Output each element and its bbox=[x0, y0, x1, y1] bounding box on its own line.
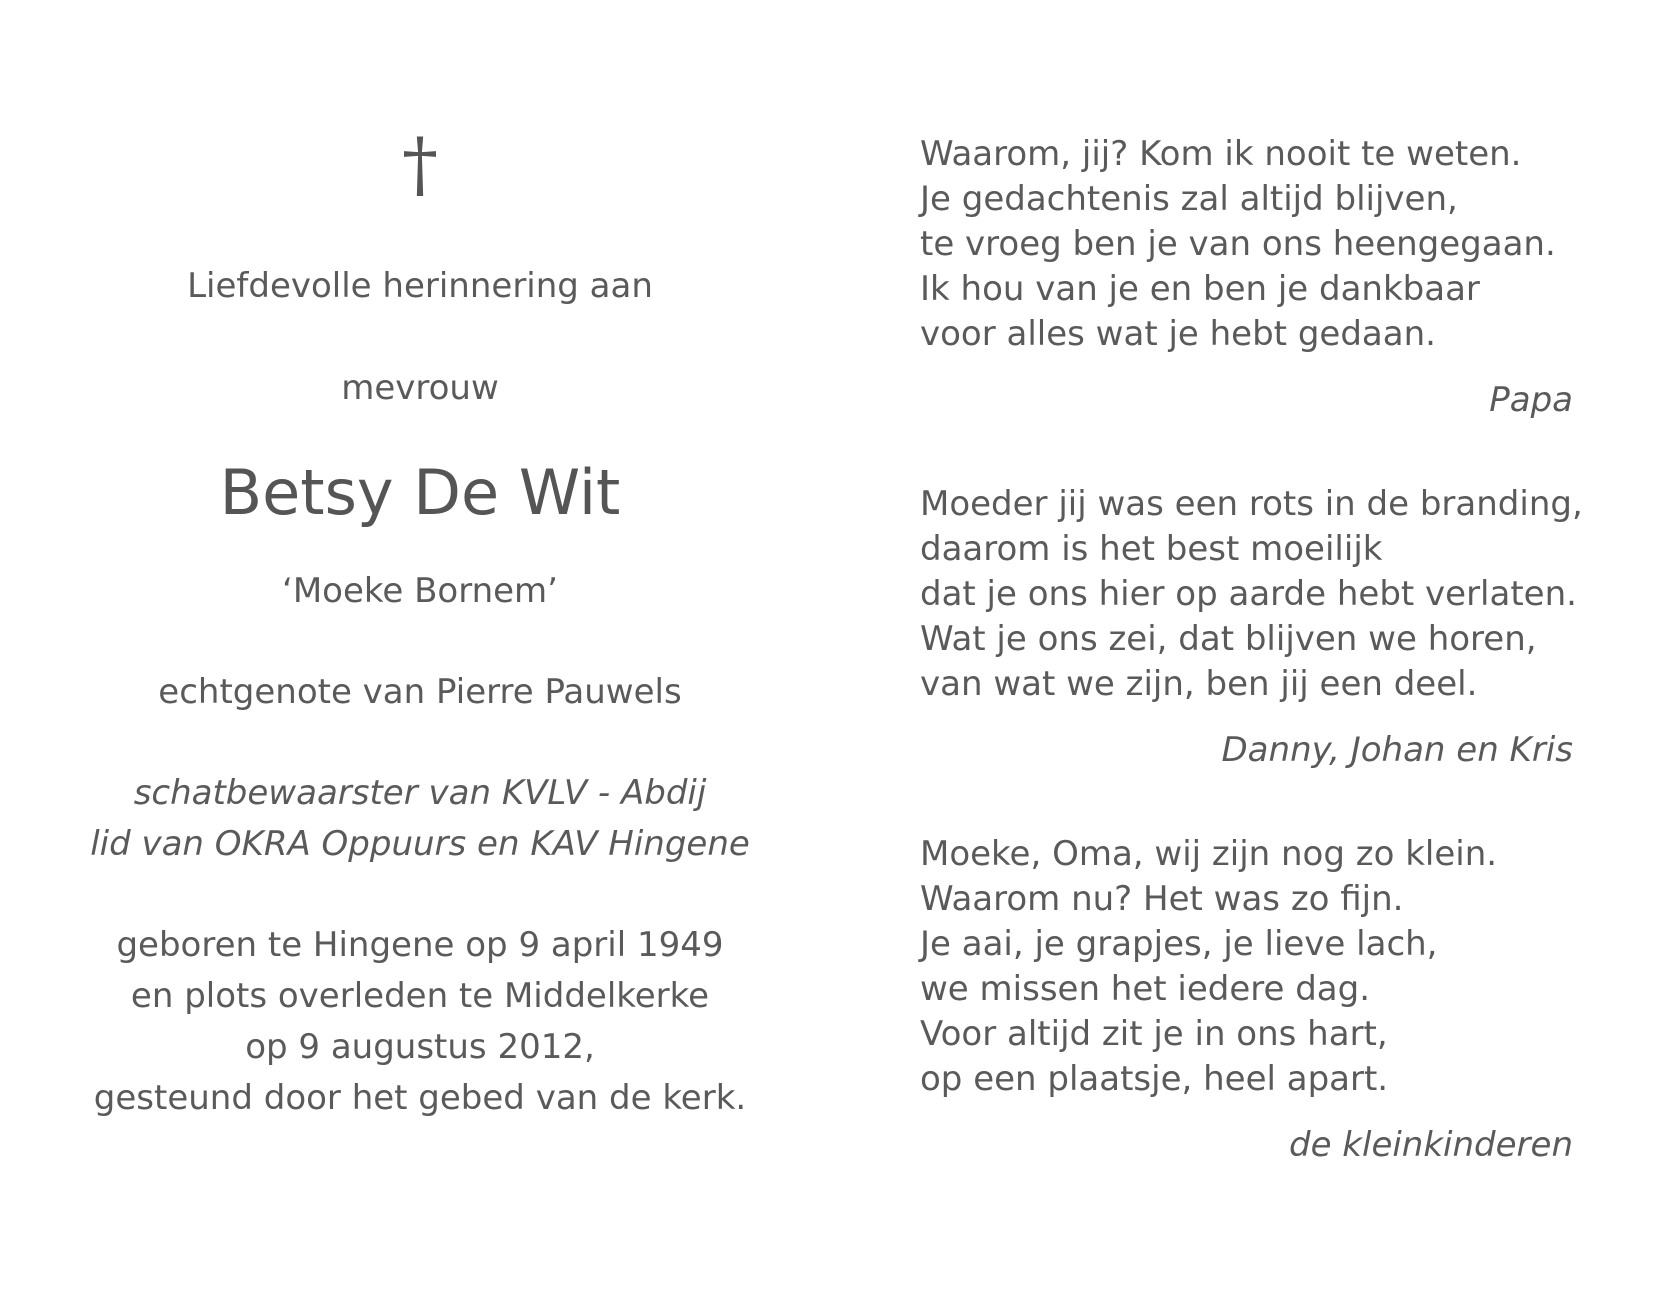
title-text: mevrouw bbox=[341, 368, 499, 408]
poem-line: we missen het iedere dag. bbox=[920, 969, 1371, 1009]
poem-line: dat je ons hier op aarde hebt verlaten. bbox=[920, 574, 1577, 614]
poem-signature: Papa bbox=[1489, 380, 1573, 420]
intro-text: Liefdevolle herinnering aan bbox=[187, 266, 653, 306]
poem-line: Je aai, je grapjes, je lieve lach, bbox=[920, 924, 1438, 964]
poem-line: te vroeg ben je van ons heengegaan. bbox=[920, 224, 1556, 264]
poem-line: daarom is het best moeilijk bbox=[920, 529, 1383, 569]
poem-papa bbox=[920, 132, 1573, 357]
poem-line: Je gedachtenis zal altijd blijven, bbox=[920, 179, 1458, 219]
poem-line: Moeke, Oma, wij zijn nog zo klein. bbox=[920, 834, 1498, 874]
poem-signature: de kleinkinderen bbox=[1289, 1125, 1573, 1165]
life-line: geboren te Hingene op 9 april 1949 bbox=[116, 925, 724, 965]
deceased-name: Betsy De Wit bbox=[219, 456, 621, 529]
life-line: op 9 augustus 2012, bbox=[245, 1027, 595, 1067]
nickname: ‘Moeke Bornem’ bbox=[282, 571, 558, 611]
poem-line: Voor altijd zit je in ons hart, bbox=[920, 1014, 1388, 1054]
life-line: gesteund door het gebed van de kerk. bbox=[93, 1078, 747, 1118]
role-line: schatbewaarster van KVLV - Abdij bbox=[133, 773, 707, 813]
poem-line: Waarom nu? Het was zo fijn. bbox=[920, 879, 1404, 919]
life-line: en plots overleden te Middelkerke bbox=[130, 976, 710, 1016]
poem-line: Moeder jij was een rots in de branding, bbox=[920, 484, 1583, 524]
cross-icon: † bbox=[402, 122, 438, 206]
poem-line: voor alles wat je hebt gedaan. bbox=[920, 314, 1436, 354]
poem-line: Waarom, jij? Kom ik nooit te weten. bbox=[920, 134, 1522, 174]
poem-children bbox=[920, 482, 1583, 707]
poem-line: Wat je ons zei, dat blijven we horen, bbox=[920, 619, 1537, 659]
spouse-line: echtgenote van Pierre Pauwels bbox=[158, 672, 682, 712]
poem-line: Ik hou van je en ben je dankbaar bbox=[920, 269, 1480, 309]
poem-signature: Danny, Johan en Kris bbox=[1221, 730, 1573, 770]
poem-grandchildren bbox=[920, 832, 1573, 1102]
poem-line: van wat we zijn, ben jij een deel. bbox=[920, 664, 1478, 704]
poem-line: op een plaatsje, heel apart. bbox=[920, 1059, 1389, 1099]
role-line: lid van OKRA Oppuurs en KAV Hingene bbox=[90, 824, 750, 864]
